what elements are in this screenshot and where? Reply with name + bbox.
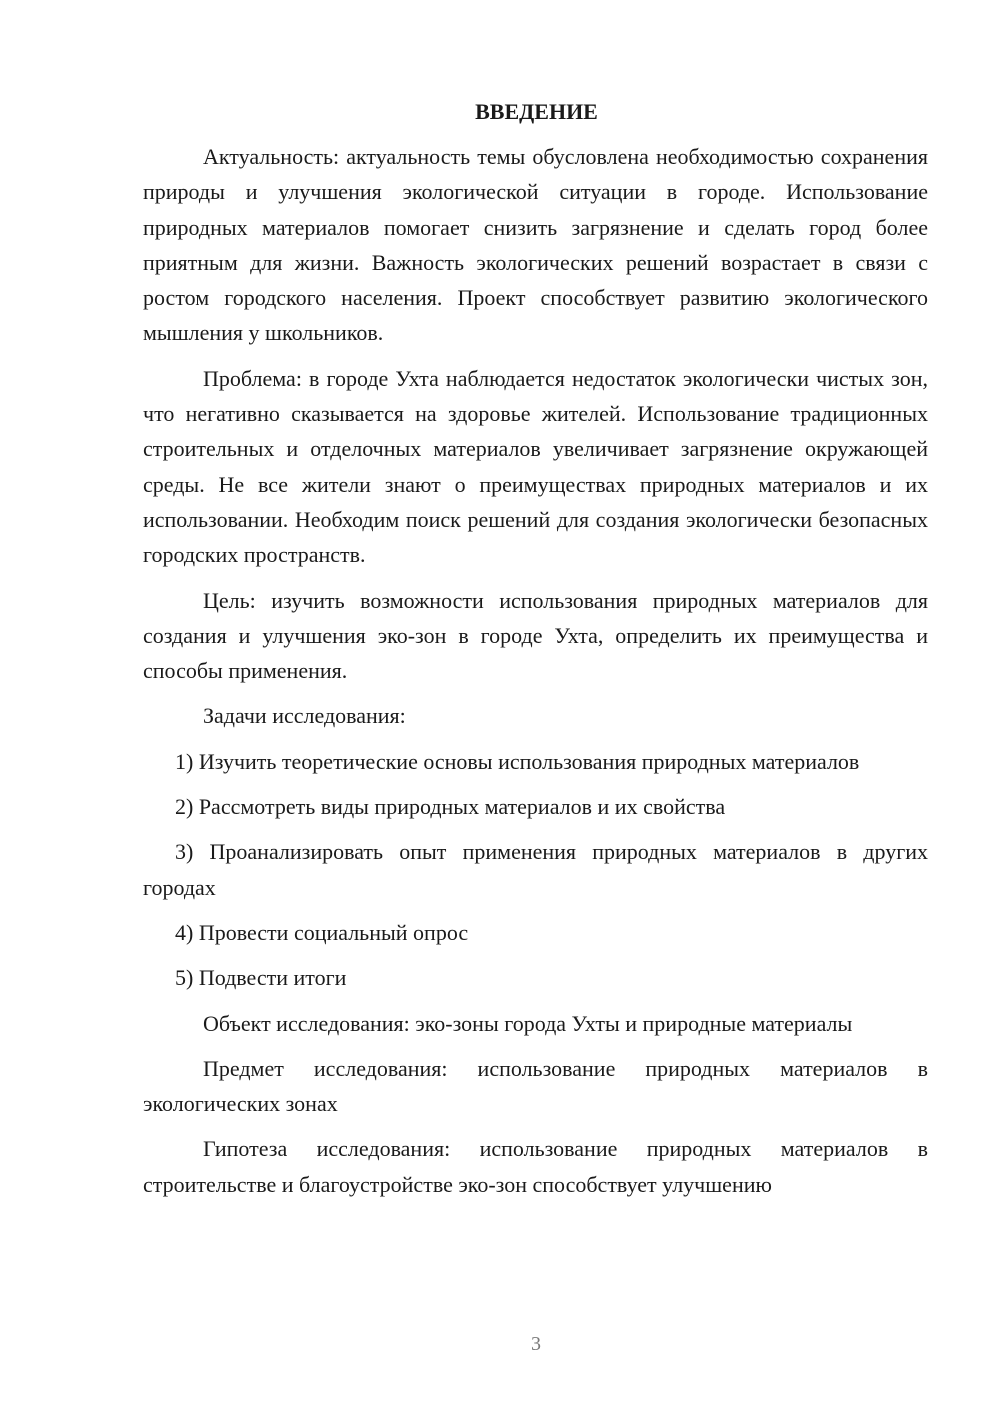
task-item-2: 2) Рассмотреть виды природных материалов и их свойства: [175, 794, 726, 820]
document-page: [143, 94, 928, 1202]
hypothesis-paragraph: Гипотеза исследования: использование природных материалов в строительстве и благоустройстве эко-зон способствует улучшению: [143, 1136, 928, 1197]
task-item-4: 4) Провести социальный опрос: [175, 919, 469, 945]
object-paragraph: Объект исследования: эко-зоны города Ухты и природные материалы: [203, 1010, 853, 1036]
tasks-heading: Задачи исследования:: [203, 703, 406, 729]
task-item-1: 1) Изучить теоретические основы использования природных материалов: [175, 748, 860, 774]
relevance-paragraph: Актуальность: актуальность темы обусловлена необходимостью сохранения природы и улучшения экологической ситуации в городе. Использование природных материалов помогает снизить загрязнение и сделать город более приятным для жизни. Важность экологических решений возрастает в связи с ростом городского населения. Проект способствует развитию экологического мышления у школьников.: [143, 144, 928, 346]
section-title: ВВЕДЕНИЕ: [475, 99, 598, 124]
task-item-3: 3) Проанализировать опыт применения природных материалов в других городах: [143, 839, 928, 900]
goal-paragraph: Цель: изучить возможности использования природных материалов для создания и улучшения эко-зон в городе Ухта, определить их преимущества и способы применения.: [143, 587, 928, 684]
page-number: 3: [531, 1333, 541, 1355]
subject-paragraph: Предмет исследования: использование природных материалов в экологических зонах: [143, 1055, 928, 1117]
task-item-5: 5) Подвести итоги: [175, 965, 347, 991]
problem-paragraph: Проблема: в городе Ухта наблюдается недостаток экологически чистых зон, что негативно сказывается на здоровье жителей. Использование традиционных строительных и отделочных материалов увеличивает загрязнение окружающей среды. Не все жители знают о преимуществах природных материалов и их использовании. Необходим поиск решений для создания экологически безопасных городских пространств.: [143, 365, 928, 568]
